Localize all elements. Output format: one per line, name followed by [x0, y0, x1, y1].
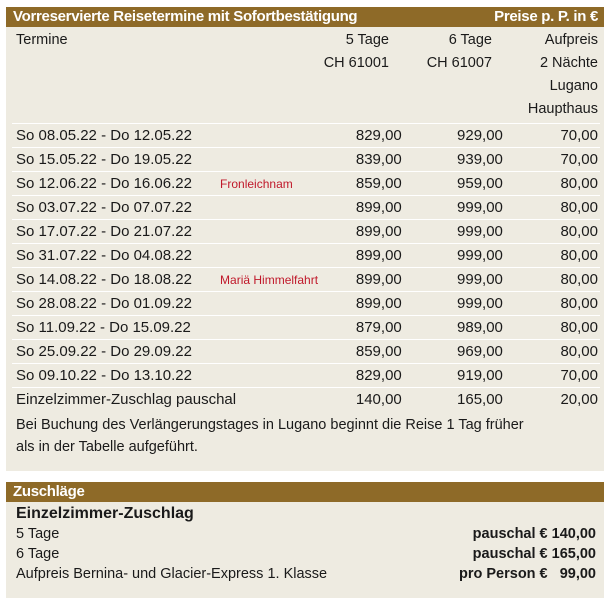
- surcharge-label: 5 Tage: [16, 526, 60, 542]
- row-price-5-days: 899,00: [330, 268, 402, 292]
- row-date: So 25.09.22 - Do 29.09.22: [12, 340, 220, 364]
- row-surcharge-lugano: 80,00: [503, 220, 600, 244]
- row-date: So 14.08.22 - Do 18.08.22: [12, 268, 220, 292]
- row-surcharge-lugano: 70,00: [503, 124, 600, 148]
- column-header-termine: Termine: [16, 32, 68, 48]
- row-price-6-days: 999,00: [402, 292, 503, 316]
- table-row: [12, 292, 600, 316]
- row-label: Einzelzimmer-Zuschlag pauschal: [12, 388, 330, 412]
- row-price-6-days: 989,00: [402, 316, 503, 340]
- extension-note: Bei Buchung des Verlängerungstages in Lugano beginnt die Reise 1 Tag früher als in der Tabelle aufgeführt.: [16, 417, 524, 455]
- row-holiday: [220, 292, 330, 316]
- row-surcharge-lugano: 80,00: [503, 244, 600, 268]
- row-price-5-days: 879,00: [330, 316, 402, 340]
- table-row: [12, 124, 600, 148]
- row-date: So 15.05.22 - Do 19.05.22: [12, 148, 220, 172]
- table-row: [12, 220, 600, 244]
- row-surcharge-lugano: 80,00: [503, 172, 600, 196]
- row-surcharge-lugano: 80,00: [503, 340, 600, 364]
- surcharges-title: Zuschläge: [13, 483, 85, 500]
- surcharge-label: Aufpreis Bernina- und Glacier-Express 1. Klasse: [16, 566, 328, 582]
- row-date: So 28.08.22 - Do 01.09.22: [12, 292, 220, 316]
- row-price-5-days: 859,00: [330, 172, 402, 196]
- row-price-6-days: 959,00: [402, 172, 503, 196]
- row-price-5-days: 899,00: [330, 292, 402, 316]
- tour-dates-title: Vorreservierte Reisetermine mit Sofortbestätigung: [13, 8, 358, 25]
- row-price-6-days: 999,00: [402, 196, 503, 220]
- row-holiday: [220, 124, 330, 148]
- row-price-5-days: 829,00: [330, 364, 402, 388]
- table-row: [12, 316, 600, 340]
- surcharge-row: [6, 564, 604, 584]
- row-date: So 03.07.22 - Do 07.07.22: [12, 196, 220, 220]
- price-note: Preise p. P. in €: [494, 8, 598, 25]
- row-date: So 17.07.22 - Do 21.07.22: [12, 220, 220, 244]
- row-surcharge-lugano: 80,00: [503, 292, 600, 316]
- row-price-6-days: 999,00: [402, 268, 503, 292]
- row-price-6-days: 165,00: [402, 388, 503, 412]
- surcharges-header: [6, 482, 604, 502]
- table-row: [12, 172, 600, 196]
- row-price-6-days: 969,00: [402, 340, 503, 364]
- row-price-5-days: 140,00: [330, 388, 402, 412]
- surcharge-value: pauschal € 165,00: [472, 546, 596, 562]
- tour-dates-header: [6, 7, 604, 27]
- row-holiday: [220, 220, 330, 244]
- table-row: [12, 244, 600, 268]
- row-price-6-days: 919,00: [402, 364, 503, 388]
- row-surcharge-lugano: 70,00: [503, 364, 600, 388]
- row-holiday: [220, 316, 330, 340]
- surcharge-label: 6 Tage: [16, 546, 60, 562]
- row-price-5-days: 899,00: [330, 244, 402, 268]
- row-date: So 12.06.22 - Do 16.06.22: [12, 172, 220, 196]
- tour-dates-table: [12, 123, 600, 411]
- row-holiday: Fronleichnam: [220, 172, 330, 196]
- column-header-tour-1: 5 Tage CH 61001: [323, 32, 389, 71]
- row-holiday: [220, 364, 330, 388]
- row-holiday: [220, 340, 330, 364]
- row-date: So 08.05.22 - Do 12.05.22: [12, 124, 220, 148]
- surcharges-panel: [6, 482, 604, 598]
- row-holiday: [220, 148, 330, 172]
- row-price-5-days: 899,00: [330, 220, 402, 244]
- row-surcharge-lugano: 80,00: [503, 316, 600, 340]
- row-price-5-days: 859,00: [330, 340, 402, 364]
- row-price-6-days: 929,00: [402, 124, 503, 148]
- column-headers: [6, 27, 604, 123]
- column-header-surcharge: Aufpreis 2 Nächte Lugano Haupthaus: [527, 32, 598, 117]
- table-row: [12, 148, 600, 172]
- row-price-5-days: 839,00: [330, 148, 402, 172]
- surcharge-row: [6, 524, 604, 544]
- row-surcharge-lugano: 80,00: [503, 268, 600, 292]
- row-surcharge-lugano: 70,00: [503, 148, 600, 172]
- surcharge-value: pauschal € 140,00: [472, 526, 596, 542]
- row-surcharge-lugano: 20,00: [503, 388, 600, 412]
- table-row: [12, 196, 600, 220]
- row-price-5-days: 899,00: [330, 196, 402, 220]
- table-row: [12, 268, 600, 292]
- row-date: So 31.07.22 - Do 04.08.22: [12, 244, 220, 268]
- table-row-single-supplement: [12, 388, 600, 412]
- row-holiday: Mariä Himmelfahrt: [220, 268, 330, 292]
- table-row: [12, 364, 600, 388]
- row-date: So 09.10.22 - Do 13.10.22: [12, 364, 220, 388]
- row-price-6-days: 999,00: [402, 244, 503, 268]
- row-holiday: [220, 244, 330, 268]
- table-row: [12, 340, 600, 364]
- row-price-5-days: 829,00: [330, 124, 402, 148]
- surcharge-row: [6, 544, 604, 564]
- single-room-surcharge-title: Einzelzimmer-Zuschlag: [16, 505, 194, 522]
- tour-dates-panel: [6, 7, 604, 471]
- row-price-6-days: 999,00: [402, 220, 503, 244]
- surcharge-value: pro Person € 99,00: [458, 566, 596, 582]
- row-surcharge-lugano: 80,00: [503, 196, 600, 220]
- row-holiday: [220, 196, 330, 220]
- row-date: So 11.09.22 - Do 15.09.22: [12, 316, 220, 340]
- row-price-6-days: 939,00: [402, 148, 503, 172]
- column-header-tour-2: 6 Tage CH 61007: [426, 32, 492, 71]
